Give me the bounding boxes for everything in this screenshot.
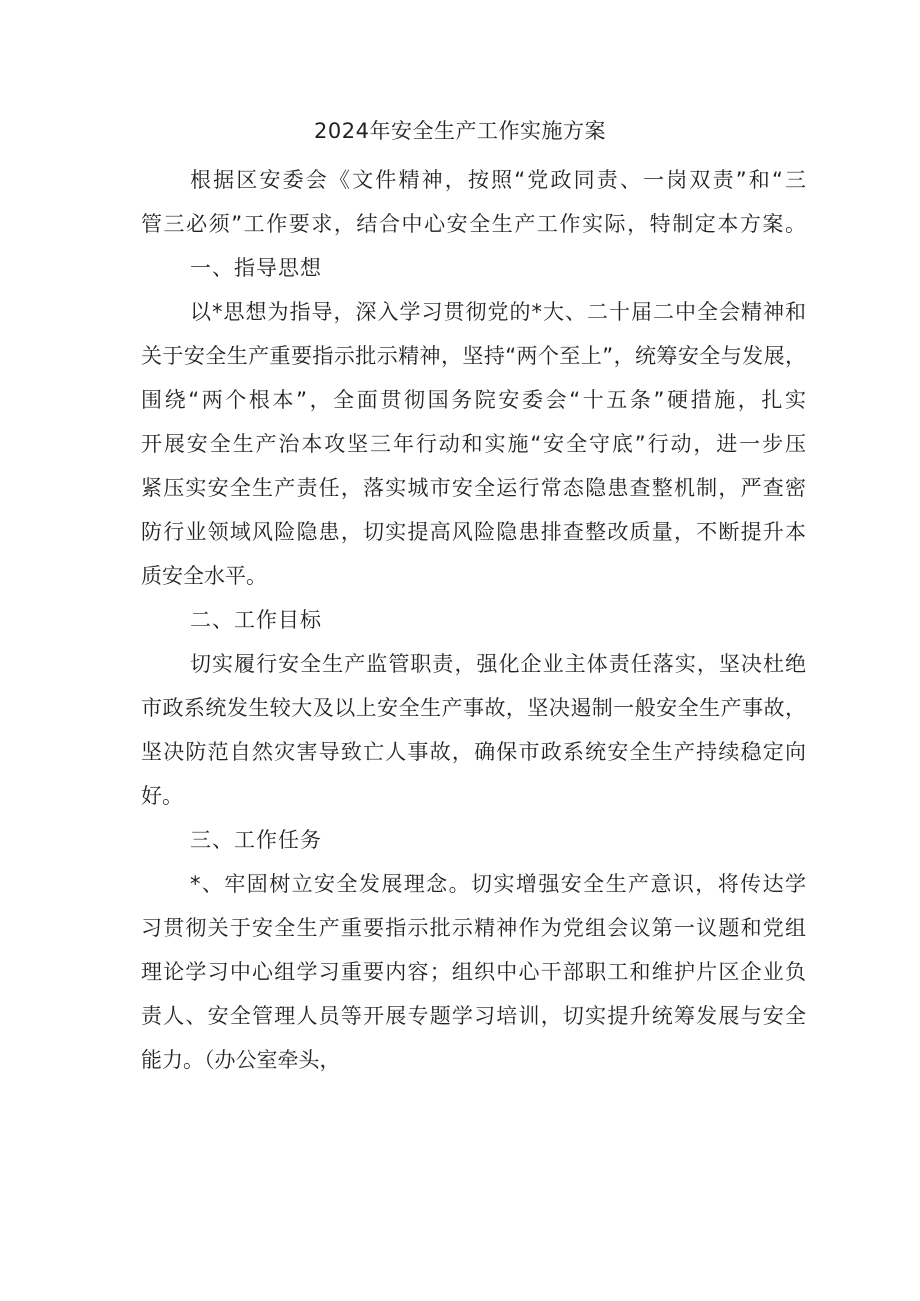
- section-heading-work-tasks: 三、工作任务: [190, 828, 322, 852]
- paragraph-line: 质安全水平。: [141, 564, 267, 588]
- paragraph-line: 管三必须”工作要求，结合中心安全生产工作实际，特制定本方案。: [141, 212, 806, 236]
- paragraph-line: 理论学习中心组学习重要内容；组织中心干部职工和维护片区企业负: [141, 960, 806, 984]
- paragraph-line: 关于安全生产重要指示批示精神，坚持“两个至上”，统筹安全与发展，: [141, 344, 806, 368]
- paragraph-line: 习贯彻关于安全生产重要指示批示精神作为党组会议第一议题和党组: [141, 916, 806, 940]
- paragraph-line: 能力。（办公室牵头，: [141, 1048, 341, 1072]
- section-heading-work-goals: 二、工作目标: [190, 608, 322, 632]
- paragraph-line: 切实履行安全生产监管职责，强化企业主体责任落实，坚决杜绝: [190, 652, 806, 676]
- paragraph-line: 根据区安委会《文件精神，按照“党政同责、一岗双责”和“三: [190, 168, 806, 192]
- document-title: 2024年安全生产工作实施方案: [314, 119, 606, 143]
- paragraph-line: 以*思想为指导，深入学习贯彻党的*大、二十届二中全会精神和: [190, 300, 806, 324]
- paragraph-line: 坚决防范自然灾害导致亡人事故，确保市政系统安全生产持续稳定向: [141, 740, 806, 764]
- paragraph-line: 防行业领域风险隐患，切实提高风险隐患排查整改质量，不断提升本: [141, 520, 806, 544]
- paragraph-line: 市政系统发生较大及以上安全生产事故，坚决遏制一般安全生产事故，: [141, 696, 806, 720]
- paragraph-line: *、牢固树立安全发展理念。切实增强安全生产意识，将传达学: [190, 872, 806, 896]
- paragraph-line: 好。: [141, 784, 183, 808]
- paragraph-line: 紧压实安全生产责任，落实城市安全运行常态隐患查整机制，严查密: [141, 476, 806, 500]
- section-heading-guiding-ideology: 一、指导思想: [190, 256, 322, 280]
- paragraph-line: 责人、安全管理人员等开展专题学习培训，切实提升统筹发展与安全: [141, 1004, 806, 1028]
- paragraph-line: 围绕“两个根本”，全面贯彻国务院安委会“十五条”硬措施，扎实: [141, 388, 806, 412]
- paragraph-line: 开展安全生产治本攻坚三年行动和实施“安全守底”行动，进一步压: [141, 432, 806, 456]
